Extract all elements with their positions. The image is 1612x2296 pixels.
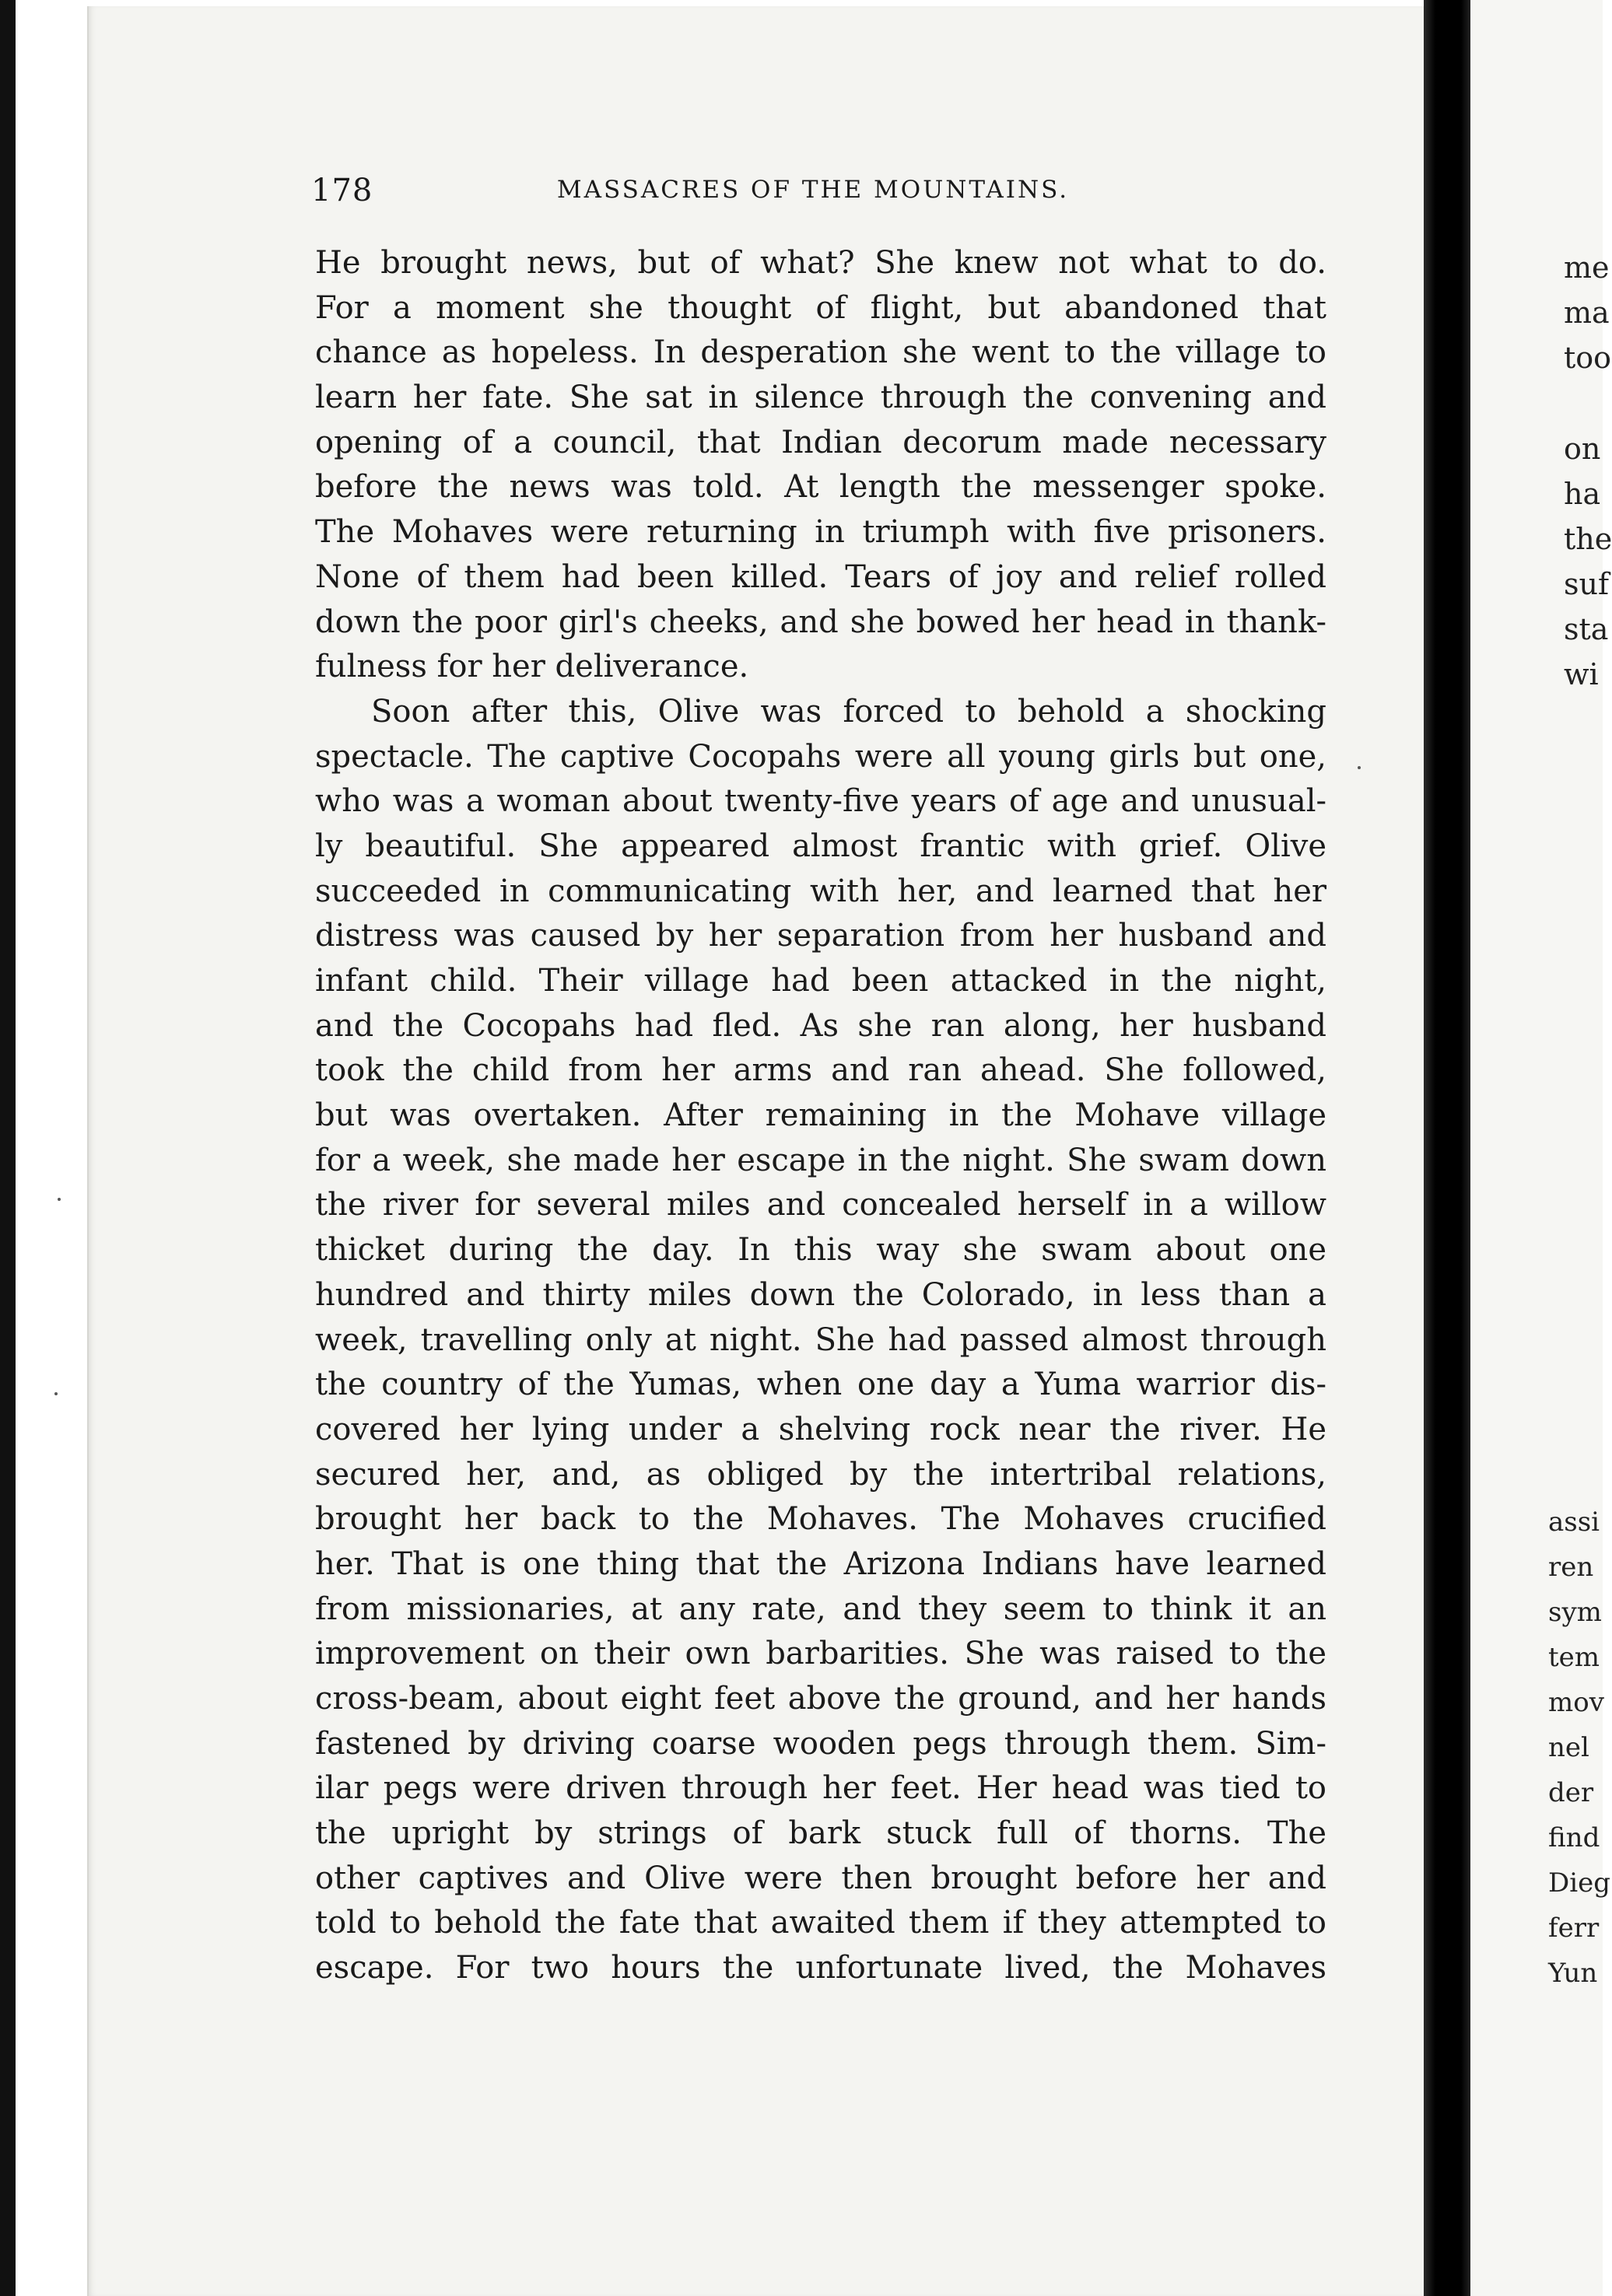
text-line: for a week, she made her escape in the night. She swam down xyxy=(315,1142,1326,1178)
text-line: cross-beam, about eight feet above the ground, and her hands xyxy=(315,1681,1326,1717)
text-line: hundred and thirty miles down the Colorado, in less than a xyxy=(315,1276,1326,1313)
book-spine xyxy=(1424,0,1470,2296)
text-line: ilar pegs were driven through her feet. Her head was tied to xyxy=(315,1770,1326,1807)
facing-page-fragment: assi xyxy=(1548,1507,1600,1538)
facing-page-fragment: too xyxy=(1564,341,1612,375)
text-line: distress was caused by her separation from her husband and xyxy=(315,918,1326,954)
facing-page-fragment: the xyxy=(1564,522,1612,556)
facing-page-fragment: ha xyxy=(1564,477,1601,511)
text-line: The Mohaves were returning in triumph with five prisoners. xyxy=(315,514,1326,551)
text-line: None of them had been killed. Tears of joy and relief rolled xyxy=(315,558,1326,595)
facing-page-fragment: Dieg xyxy=(1548,1867,1611,1899)
facing-page-fragment: me xyxy=(1564,250,1610,285)
text-line: improvement on their own barbarities. She was raised to the xyxy=(315,1636,1326,1672)
text-line: thicket during the day. In this way she swam about one xyxy=(315,1232,1326,1269)
text-line: learn her fate. She sat in silence through the convening and xyxy=(315,380,1326,416)
facing-page-fragment: nel xyxy=(1548,1732,1589,1763)
running-title: MASSACRES OF THE MOUNTAINS. xyxy=(556,176,1070,204)
text-line: other captives and Olive were then brought before her and xyxy=(315,1860,1326,1896)
text-line: but was overtaken. After remaining in the Mohave village xyxy=(315,1097,1326,1134)
text-line: For a moment she thought of flight, but abandoned that xyxy=(315,289,1326,326)
text-line: infant child. Their village had been attacked in the night, xyxy=(315,963,1326,999)
text-line: took the child from her arms and ran ahead. She followed, xyxy=(315,1052,1326,1089)
text-line: who was a woman about twenty-five years of age and unusual- xyxy=(315,783,1326,820)
scan-speck xyxy=(1358,766,1361,769)
facing-page-fragment: der xyxy=(1548,1777,1594,1808)
facing-page-fragment: ma xyxy=(1564,296,1610,330)
text-line: before the news was told. At length the messenger spoke. xyxy=(315,469,1326,506)
scan-speck xyxy=(54,1392,58,1395)
facing-page-fragment: mov xyxy=(1548,1687,1604,1718)
facing-page-edge xyxy=(1470,0,1612,2296)
facing-page-fragment: ferr xyxy=(1548,1913,1600,1944)
text-line: He brought news, but of what? She knew not what to do. xyxy=(315,245,1326,281)
facing-page-fragment: ren xyxy=(1548,1552,1594,1583)
text-line: her. That is one thing that the Arizona Indians have learned xyxy=(315,1545,1326,1582)
facing-page-fragment: Yun xyxy=(1548,1958,1598,1989)
facing-page-fragment: on xyxy=(1564,432,1601,466)
text-line: opening of a council, that Indian decorum made necessary xyxy=(315,424,1326,460)
text-line: the river for several miles and concealed herself in a willow xyxy=(315,1187,1326,1223)
text-line: and the Cocopahs had fled. As she ran along, her husband xyxy=(315,1007,1326,1044)
running-head xyxy=(311,173,1315,219)
text-line: covered her lying under a shelving rock near the river. He xyxy=(315,1411,1326,1447)
text-line: from missionaries, at any rate, and they seem to think it an xyxy=(315,1591,1326,1627)
page-number: 178 xyxy=(311,173,373,208)
text-line: the country of the Yumas, when one day a Yuma warrior dis- xyxy=(315,1367,1326,1403)
text-line: the upright by strings of bark stuck full of thorns. The xyxy=(315,1815,1326,1852)
text-line: Soon after this, Olive was forced to behold a shocking xyxy=(371,693,1326,730)
facing-page-fragment: find xyxy=(1548,1822,1600,1853)
facing-page-fragment: wi xyxy=(1564,657,1599,691)
text-line: escape. For two hours the unfortunate lived, the Mohaves xyxy=(315,1950,1326,1986)
text-line: fastened by driving coarse wooden pegs through them. Sim- xyxy=(315,1725,1326,1762)
facing-page-fragment: sta xyxy=(1564,612,1609,646)
text-line: spectacle. The captive Cocopahs were all young girls but one, xyxy=(315,738,1326,775)
text-line: ly beautiful. She appeared almost frantic with grief. Olive xyxy=(315,828,1326,864)
scan-speck xyxy=(58,1198,61,1201)
body-text xyxy=(315,241,1326,1991)
text-line: fulness for her deliverance. xyxy=(315,649,749,685)
facing-page-fragment: sym xyxy=(1548,1597,1602,1628)
text-line: week, travelling only at night. She had passed almost through xyxy=(315,1321,1326,1358)
left-scan-edge xyxy=(0,0,16,2296)
text-line: told to behold the fate that awaited them if they attempted to xyxy=(315,1905,1326,1941)
text-line: secured her, and, as obliged by the intertribal relations, xyxy=(315,1456,1326,1493)
text-line: down the poor girl's cheeks, and she bowed her head in thank- xyxy=(315,604,1326,640)
facing-page-fragment: tem xyxy=(1548,1642,1600,1673)
facing-page-fragment: suf xyxy=(1564,567,1610,601)
text-line: brought her back to the Mohaves. The Mohaves crucified xyxy=(315,1501,1326,1538)
text-line: chance as hopeless. In desperation she went to the village to xyxy=(315,334,1326,371)
text-line: succeeded in communicating with her, and learned that her xyxy=(315,873,1326,909)
